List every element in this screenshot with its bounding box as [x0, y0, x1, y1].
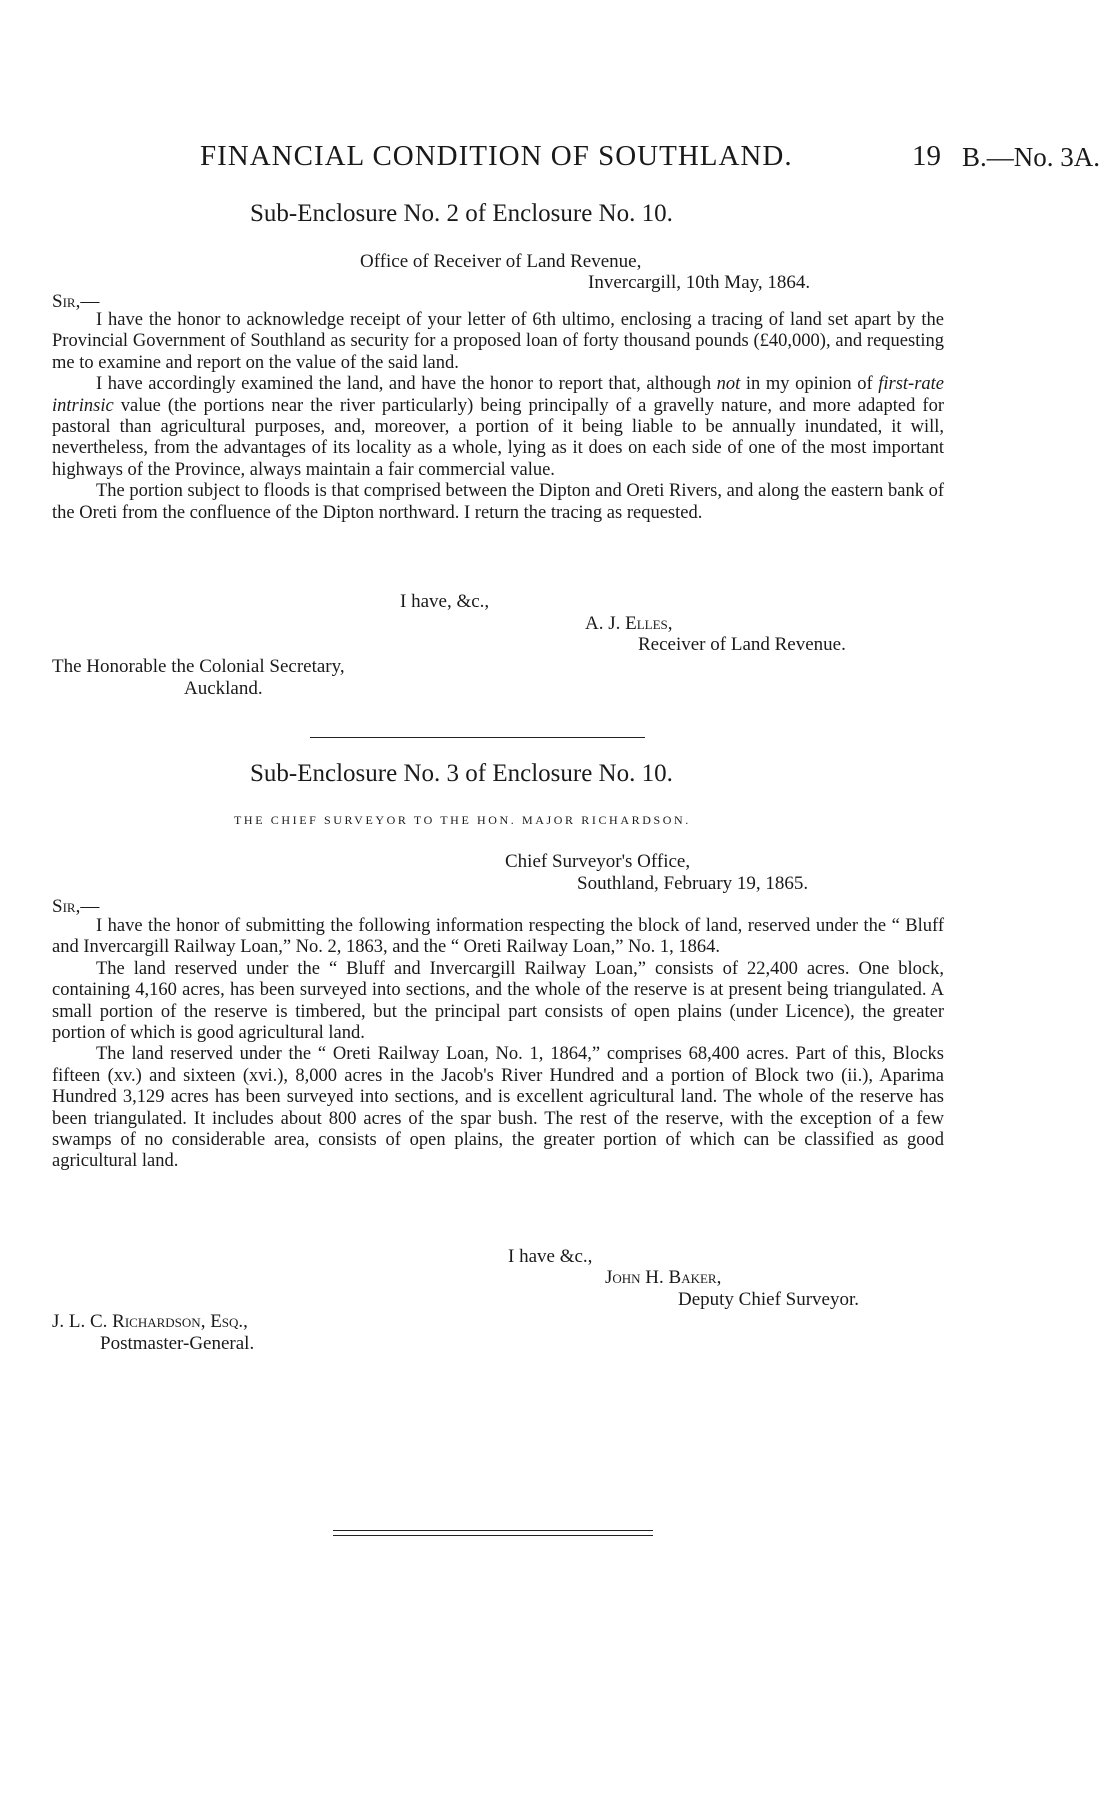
enclosure3-salutation: Sir,—	[52, 896, 100, 917]
enclosure3-address-line1: Chief Surveyor's Office,	[505, 851, 691, 872]
enclosure3-paragraph-2: The land reserved under the “ Bluff and Invercargill Railway Loan,” consists of 22,400 acres. One block, containing 4,160 acres, has been surveyed into sections, and the whole of the reserve is at present being triangulated. A small portion of the reserve is timbered, but the principal part consists of open plains (under Licence), the greater portion of which is good agricultural land.	[52, 958, 944, 1044]
enclosure3-body	[52, 916, 944, 1173]
enclosure2-paragraph-1: I have the honor to acknowledge receipt of your letter of 6th ultimo, enclosing a tracing of land set apart by the Provincial Government of Southland as security for a proposed loan of forty thousand pounds (£40,000), and requesting me to examine and report on the value of the said land.	[52, 310, 944, 373]
enclosure3-address-line2: Southland, February 19, 1865.	[577, 873, 809, 894]
page-number: 19	[912, 140, 941, 172]
end-rule-upper	[333, 1530, 653, 1531]
emphasis-first-rate: first-rate intrinsic	[52, 374, 944, 416]
enclosure2-addressee-line1: The Honorable the Colonial Secretary,	[52, 656, 345, 677]
enclosure2-address-line2: Invercargill, 10th May, 1864.	[588, 272, 811, 293]
enclosure3-paragraph-3: The land reserved under the “ Oreti Railway Loan, No. 1, 1864,” comprises 68,400 acres. Part of this, Blocks fifteen (xv.) and sixteen (xvi.), 8,000 acres in the Jacob's River Hundred and a portion of Block two (ii.), Aparima Hundred 3,129 acres has been surveyed into sections, and is excellent agricultural land. The whole of the reserve has been triangulated. It includes about 800 acres of the spar bush. The rest of the reserve, with the exception of a few swamps of no considerable area, consists of open plains, the greater portion of which can be classified as good agricultural land.	[52, 1044, 944, 1172]
enclosure2-paragraph-3: The portion subject to floods is that comprised between the Dipton and Oreti Rivers, and along the eastern bank of the Oreti from the confluence of the Dipton northward. I return the tracing as requested.	[52, 481, 944, 523]
enclosure3-signer-title: Deputy Chief Surveyor.	[678, 1289, 860, 1310]
enclosure2-body	[52, 310, 944, 524]
enclosure3-subheading: THE CHIEF SURVEYOR TO THE HON. MAJOR RICHARDSON.	[234, 813, 691, 827]
enclosure2-paragraph-2: I have accordingly examined the land, and have the honor to report that, although not in my opinion of first-rate intrinsic value (the portions near the river particularly) being principally of a gravelly nature, and more adapted for pastoral than agricultural purposes, and, moreover, a portion of it being liable to be annually inundated, it will, nevertheless, from the advantages of its locality as a whole, lying as it does on each side of one of the most important highways of the Province, always maintain a fair commercial value.	[52, 374, 944, 480]
enclosure2-salutation: Sir,—	[52, 291, 100, 312]
enclosure3-addressee-line1: J. L. C. Richardson, Esq.,	[52, 1311, 248, 1332]
emphasis-not: not	[716, 374, 741, 395]
enclosure2-addressee-line2: Auckland.	[184, 678, 263, 699]
enclosure2-signer-name: A. J. Elles,	[585, 613, 673, 634]
enclosure2-signer-title: Receiver of Land Revenue.	[638, 634, 846, 655]
enclosure2-address-line1: Office of Receiver of Land Revenue,	[360, 251, 642, 272]
enclosure2-title: Sub-Enclosure No. 2 of Enclosure No. 10.	[250, 200, 673, 227]
enclosure3-title: Sub-Enclosure No. 3 of Enclosure No. 10.	[250, 760, 673, 787]
end-rule-lower	[333, 1535, 653, 1536]
enclosure3-signer-name: John H. Baker,	[605, 1267, 722, 1288]
enclosure3-paragraph-1: I have the honor of submitting the following information respecting the block of land, reserved under the “ Bluff and Invercargill Railway Loan,” No. 2, 1863, and the “ Oreti Railway Loan,” No. 1, 1864.	[52, 916, 944, 958]
section-divider	[310, 737, 645, 738]
enclosure3-addressee-line2: Postmaster-General.	[100, 1333, 255, 1354]
enclosure3-closing: I have &c.,	[508, 1246, 593, 1267]
enclosure2-closing: I have, &c.,	[400, 591, 490, 612]
page-header-title: FINANCIAL CONDITION OF SOUTHLAND.	[200, 140, 793, 172]
document-reference: B.—No. 3A.	[962, 142, 1101, 172]
